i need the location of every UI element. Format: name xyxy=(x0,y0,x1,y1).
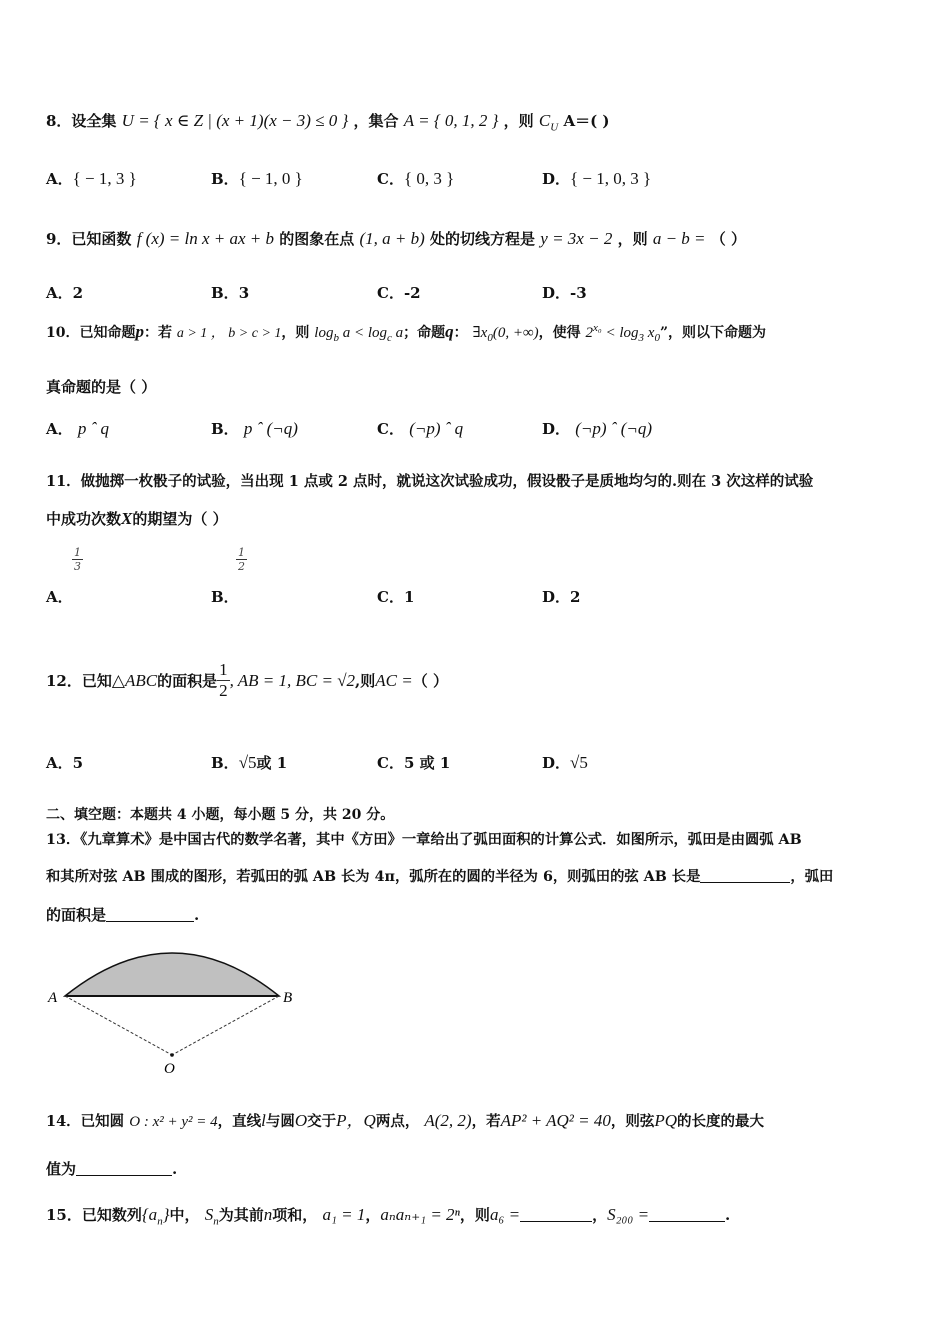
q12-tail1: ,则 xyxy=(355,672,376,690)
label-b: B xyxy=(283,990,293,1006)
option-value: 3 xyxy=(238,284,250,302)
q15-seq xyxy=(141,1205,170,1228)
q8-option-a[interactable] xyxy=(46,168,137,189)
q15-blank-s200[interactable] xyxy=(649,1207,725,1222)
option-label: D． xyxy=(542,420,571,438)
option-math: (¬p) ˆ (¬q) xyxy=(575,419,652,438)
q8-option-c[interactable] xyxy=(377,168,454,189)
q10-colon2: ： xyxy=(453,325,468,341)
label-a: A xyxy=(48,990,58,1006)
option-value: 1 xyxy=(403,588,415,606)
q13-blank-area[interactable] xyxy=(106,907,194,922)
q14-mid6: ，则弦 xyxy=(610,1113,655,1130)
q15-prefix: 15．已知数列 xyxy=(46,1206,142,1224)
q10-log-c: c xyxy=(387,332,392,344)
q15-mid2: 为其前 xyxy=(218,1206,264,1224)
q8-prefix: 8．设全集 xyxy=(46,112,117,130)
frac-num: 1 xyxy=(238,546,245,559)
arc-field-figure xyxy=(40,940,310,1080)
q8-tail: A＝( ) xyxy=(563,112,610,130)
option-label: B． xyxy=(211,170,239,188)
q15-rec: aₙaₙ₊₁ = 2ⁿ xyxy=(380,1205,460,1224)
q10-prefix: 10．已知命题 xyxy=(46,325,136,341)
q8-option-b[interactable] xyxy=(211,168,303,189)
q8-mid: ，集合 xyxy=(353,112,399,130)
q14-pq: P，Q xyxy=(336,1111,376,1130)
q14-l: l xyxy=(261,1111,266,1130)
arc-segment xyxy=(65,953,279,996)
q14-prefix: 14．已知圆 xyxy=(46,1113,125,1130)
frac-den: 3 xyxy=(74,560,81,573)
q15-seq-end: } xyxy=(162,1205,170,1224)
q11-option-c[interactable] xyxy=(377,586,414,607)
option-label: A． xyxy=(46,754,73,772)
q11-fraction-b xyxy=(236,546,247,573)
q15-seq-sub: n xyxy=(157,1215,163,1228)
q10-exists-sym: ∃x xyxy=(472,325,488,341)
q10-two: 2 xyxy=(585,325,594,341)
q10-log-ineq xyxy=(314,325,404,344)
q9-point: (1, a + b) xyxy=(359,229,425,248)
option-math: √5 xyxy=(238,753,257,772)
option-suffix: 或 1 xyxy=(256,754,288,772)
q14-stem xyxy=(46,1106,764,1131)
q14-blank[interactable] xyxy=(76,1161,172,1176)
q10-option-b[interactable] xyxy=(211,418,298,439)
option-math: { − 1, 0, 3 } xyxy=(570,169,652,188)
option-value: -2 xyxy=(403,284,421,302)
q15-mid3: 项和， xyxy=(272,1206,318,1224)
option-label: B． xyxy=(211,420,239,438)
option-value: 2 xyxy=(72,284,84,302)
q13-line3 xyxy=(46,904,199,925)
q10-cond: a > 1 ， b > c > 1 xyxy=(176,326,282,341)
q13-line2b: ，弧田 xyxy=(790,869,834,885)
q15-mid4: ，则 xyxy=(459,1206,490,1224)
option-label: A． xyxy=(46,420,73,438)
q11-fraction-a xyxy=(72,546,83,573)
frac-den: 2 xyxy=(238,560,245,573)
q14-line2b: . xyxy=(172,1160,178,1178)
center-point xyxy=(170,1053,174,1057)
q14-point-a: A(2, 2) xyxy=(424,1111,472,1130)
q15-stem xyxy=(46,1204,730,1227)
q12-option-d[interactable] xyxy=(542,752,588,773)
q9-option-a[interactable] xyxy=(46,282,83,303)
q10-line2: 真命题的是（ ） xyxy=(46,378,157,396)
q9-expr: a − b = xyxy=(652,229,706,248)
q15-seq-a: {a xyxy=(141,1205,158,1224)
q15-mid: 中， xyxy=(169,1206,200,1224)
q10-log-end: a xyxy=(391,325,404,341)
option-math: √5 xyxy=(570,753,588,772)
q8-set-a: A = { 0, 1, 2 } xyxy=(403,111,499,130)
q10-ineq2-mid: < log xyxy=(601,325,639,341)
q10-option-a[interactable] xyxy=(46,418,109,439)
q15-s200: S₂₀₀ = xyxy=(607,1205,650,1224)
q8-stem xyxy=(46,110,610,133)
label-o: O xyxy=(164,1061,175,1077)
q10-stem xyxy=(46,322,766,344)
option-label: C． xyxy=(377,754,404,772)
q10-log: log xyxy=(314,325,334,341)
q14-chord: PQ xyxy=(654,1111,678,1130)
q15-blank-a6[interactable] xyxy=(520,1207,592,1222)
q12-mid: 的面积是 xyxy=(157,672,218,690)
q12-option-a[interactable] xyxy=(46,752,83,773)
q14-cond: AP² + AQ² = 40 xyxy=(500,1111,611,1130)
q10-option-d[interactable] xyxy=(542,418,652,439)
option-value: 5 xyxy=(72,754,84,772)
q14-mid3: 交于 xyxy=(307,1113,337,1130)
q10-x0: x xyxy=(644,325,655,341)
option-math: { − 1, 0 } xyxy=(238,169,303,188)
option-label: D． xyxy=(542,754,571,772)
q11-line1: 11．做抛掷一枚骰子的试验，当出现 1 点或 2 点时，就说这次试验成功，假设骰子是质地均匀的.则在 3 次这样的试验 xyxy=(46,473,814,490)
option-math: p ˆ (¬q) xyxy=(243,419,298,438)
q14-circle: O : x² + y² = 4 xyxy=(129,1114,218,1130)
option-label: D． xyxy=(542,588,571,606)
q12-triangle: △ABC xyxy=(111,670,158,690)
option-label: C． xyxy=(377,420,404,438)
q10-option-c[interactable] xyxy=(377,418,463,439)
q9-option-d[interactable] xyxy=(542,282,587,303)
option-label: A． xyxy=(46,588,73,606)
frac-num: 1 xyxy=(74,546,81,559)
q11-line2 xyxy=(46,508,228,529)
q13-line1: 13．《九章算术》是中国古代的数学名著，其中《方田》一章给出了弧田面积的计算公式．如图所示，弧田是由圆弧 AB xyxy=(46,832,802,848)
q14-mid2: 与圆 xyxy=(265,1113,295,1130)
q10-semi: ；命题 xyxy=(403,325,446,341)
q9-mid3: ，则 xyxy=(617,230,648,248)
q8-complement-sub: U xyxy=(550,121,559,134)
q10-tail: ”，则以下命题为 xyxy=(659,325,767,341)
q14-line2 xyxy=(46,1158,177,1179)
q15-a1: a₁ = 1 xyxy=(322,1205,366,1224)
q9-tangent: y = 3x − 2 xyxy=(540,229,613,248)
q15-s-letter: S xyxy=(204,1205,214,1224)
q15-n: n xyxy=(263,1205,273,1224)
q12-prefix: 12．已知 xyxy=(46,672,112,690)
q9-func: f (x) = ln x + ax + b xyxy=(136,229,275,248)
q12-option-b[interactable] xyxy=(211,752,287,773)
q14-tail: 的长度的最大 xyxy=(677,1113,765,1130)
q9-stem xyxy=(46,228,746,249)
option-label: C． xyxy=(377,170,404,188)
q9-option-c[interactable] xyxy=(377,282,421,303)
q15-s-sub: n xyxy=(213,1215,219,1228)
q13-line2a: 和其所对弦 AB 围成的图形，若弧田的弧 AB 长为 4π，弧所在的圆的半径为 6，则弧田的弦 AB 长是 xyxy=(46,869,701,885)
q10-exists-sub: 0 xyxy=(487,332,493,344)
q9-mid: 的图象在点 xyxy=(279,230,355,248)
q9-option-b[interactable] xyxy=(211,282,249,303)
frac-den: 2 xyxy=(219,681,228,700)
q10-log-mid: a < log xyxy=(338,325,388,341)
q8-complement xyxy=(538,111,559,134)
option-value: 5 或 1 xyxy=(403,754,451,772)
radius-ob xyxy=(172,996,279,1055)
q8-set-u: U = { x ∈ Z | (x + 1)(x − 3) ≤ 0 } xyxy=(121,111,349,130)
q10-exists xyxy=(472,325,539,344)
option-value: 2 xyxy=(570,588,581,606)
q10-interval: (0, +∞) xyxy=(492,325,539,341)
q14-mid5: ，若 xyxy=(471,1113,501,1130)
q15-comma: ， xyxy=(365,1206,381,1224)
q14-line2a: 值为 xyxy=(46,1160,77,1178)
q10-colon1: ：若 xyxy=(143,325,172,341)
option-label: C． xyxy=(377,284,404,302)
section-heading: 二、填空题：本题共 4 小题，每小题 5 分，共 20 分。 xyxy=(46,807,395,823)
q10-ineq2 xyxy=(585,322,660,344)
q13-line3a: 的面积是 xyxy=(46,906,107,924)
option-math: { − 1, 3 } xyxy=(72,169,137,188)
option-math: { 0, 3 } xyxy=(403,169,455,188)
option-label: A． xyxy=(46,284,73,302)
q12-area-fraction xyxy=(217,660,230,701)
q12-option-c[interactable] xyxy=(377,752,450,773)
radius-oa xyxy=(65,996,172,1055)
q8-complement-c: C xyxy=(538,111,551,130)
q15-a6: a₆ = xyxy=(489,1205,521,1224)
option-math: p ˆ q xyxy=(77,419,110,438)
option-label: D． xyxy=(542,284,571,302)
option-label: A． xyxy=(46,170,73,188)
q10-mid: ，则 xyxy=(281,325,310,341)
option-label: B． xyxy=(211,754,239,772)
q11-option-b[interactable] xyxy=(211,586,239,607)
q11-line2a: 中成功次数 xyxy=(46,510,122,528)
q9-prefix: 9．已知函数 xyxy=(46,230,132,248)
q9-mid2: 处的切线方程是 xyxy=(430,230,536,248)
q14-mid: ，直线 xyxy=(217,1113,262,1130)
q15-end: . xyxy=(725,1206,731,1224)
q11-option-d[interactable] xyxy=(542,586,580,607)
option-math: (¬p) ˆ q xyxy=(409,419,464,438)
q10-log-b: b xyxy=(333,332,339,344)
q15-s xyxy=(204,1205,219,1228)
q12-tail2: （ ） xyxy=(412,672,448,690)
q11-line2b: 的期望为（ ） xyxy=(132,510,228,528)
q10-x0-sub: 0 xyxy=(654,332,660,344)
q14-o: O xyxy=(294,1111,308,1130)
q10-two-sup: x₀ xyxy=(593,322,602,334)
q13-line2 xyxy=(46,866,833,886)
option-label: B． xyxy=(211,588,239,606)
option-label: B． xyxy=(211,284,239,302)
frac-num: 1 xyxy=(219,660,228,679)
q12-ac: AC = xyxy=(375,670,413,690)
q10-q: q xyxy=(445,322,454,341)
q11-x: X xyxy=(121,509,133,528)
q12-stem xyxy=(46,660,448,701)
q10-p: p xyxy=(135,322,144,341)
q11-option-a[interactable] xyxy=(46,586,73,607)
q12-cond: , AB = 1, BC = √2 xyxy=(229,670,356,690)
option-label: C． xyxy=(377,588,404,606)
q9-tail: （ ） xyxy=(710,230,746,248)
q10-log3: 3 xyxy=(638,332,645,344)
q15-sep: ， xyxy=(592,1206,608,1224)
q14-mid4: 两点， xyxy=(375,1113,420,1130)
q8-option-d[interactable] xyxy=(542,168,651,189)
q13-blank-chord[interactable] xyxy=(700,868,790,883)
q13-line3b: . xyxy=(194,906,200,924)
option-value: -3 xyxy=(570,284,587,302)
q10-mid2: ，使得 xyxy=(538,325,581,341)
q8-mid2: ，则 xyxy=(503,112,534,130)
option-label: D． xyxy=(542,170,571,188)
